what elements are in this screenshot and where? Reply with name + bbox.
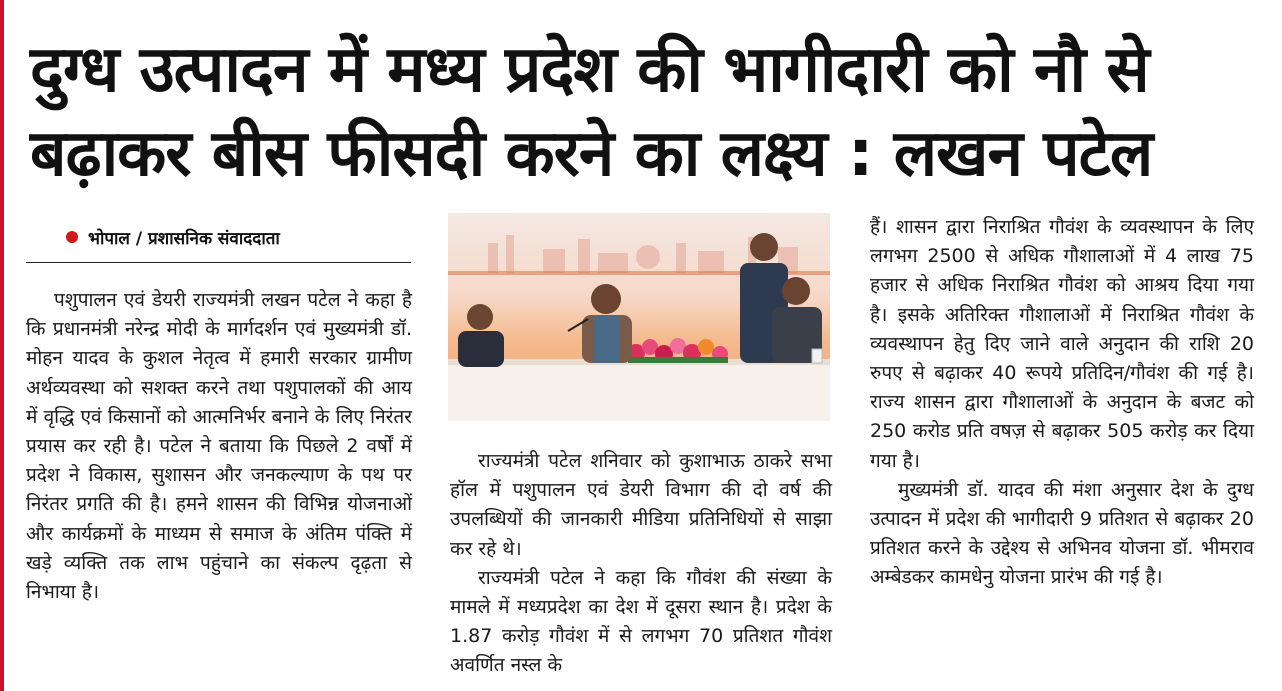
bullet-dot-icon xyxy=(66,231,78,243)
column-3-paragraph-2: मुख्यमंत्री डॉ. यादव की मंशा अनुसार देश के दुग्ध उत्पादन में प्रदेश की भागीदारी 9 प्रतिशत से बढ़ाकर 20 प्रतिशत करने के उद्देश्य से अभिनव योजना डॉ. भीमराव अम्बेडकर कामधेनु योजना प्रारंभ की गई है। xyxy=(870,478,1254,589)
press-conference-photo xyxy=(448,213,830,421)
article-column-3 xyxy=(870,213,1254,593)
red-margin-rule xyxy=(0,0,4,691)
column-2-paragraph-2: राज्यमंत्री पटेल ने कहा कि गौवंश की संख्या के मामले में मध्यप्रदेश का देश में दूसरा स्थान है। प्रदेश के 1.87 करोड़ गौवंश में से लगभग 70 प्रतिशत गौवंश अवर्णित नस्ल के xyxy=(450,566,832,677)
column-1-paragraph: पशुपालन एवं डेयरी राज्यमंत्री लखन पटेल ने कहा है कि प्रधानमंत्री नरेन्द्र मोदी के मार्गदर्शन एवं मुख्यमंत्री डॉ. मोहन यादव के कुशल नेतृत्व में हमारी सरकार ग्रामीण अर्थव्यवस्था को सशक्त करने तथा पशुपालकों की आय में वृद्धि एवं किसानों को आत्मनिर्भर बनाने के लिए निरंतर प्रयास कर रही है। पटेल ने बताया कि पिछले 2 वर्षों में प्रदेश ने विकास, सुशासन और जनकल्याण के पथ पर निरंतर प्रगति की है। हमने शासन की विभिन्न योजनाओं और कार्यक्रमों के माध्यम से समाज के अंतिम पंक्ति में खड़े व्यक्ति तक लाभ पहुंचाने का संकल्प दृढ़ता से निभाया है। xyxy=(26,289,412,604)
headline-line-1: दुग्ध उत्पादन में मध्य प्रदेश की भागीदारी को नौ से xyxy=(30,33,1149,107)
byline-divider xyxy=(26,262,411,263)
byline xyxy=(88,226,280,249)
column-2-paragraph-1: राज्यमंत्री पटेल शनिवार को कुशाभाऊ ठाकरे सभा हॉल में पशुपालन एवं डेयरी विभाग की दो वर्ष की उपलब्धियों की जानकारी मीडिया प्रतिनिधियों से साझा कर रहे थे। xyxy=(450,450,832,560)
article-column-1 xyxy=(26,286,412,607)
headline-line-2: बढ़ाकर बीस फीसदी करने का लक्ष्य : लखन पटेल xyxy=(30,117,1153,191)
byline-text: भोपाल / प्रशासनिक संवाददाता xyxy=(88,229,280,249)
headline xyxy=(30,28,1260,196)
column-3-paragraph-1: हैं। शासन द्वारा निराश्रित गौवंश के व्यवस्थापन के लिए लगभग 2500 से अधिक गौशालाओं में 4 लाख 75 हजार से अधिक निराश्रित गौवंश को आश्रय दिया गया है। इसके अतिरिक्त गौशालाओं में निराश्रित गौवंश के व्यवस्थापन हेतु दिए जाने वाले अनुदान की राशि 20 रुपए से बढ़ाकर 40 रूपये प्रतिदिन/गौवंश की गई है। राज्य शासन द्वारा गौशालाओं के अनुदान के बजट को 250 करोड प्रति वषज़ से बढ़ाकर 505 करोड़ कर दिया गया है। xyxy=(870,216,1254,472)
press-conference-illustration xyxy=(448,213,830,421)
article-column-2 xyxy=(450,447,832,681)
